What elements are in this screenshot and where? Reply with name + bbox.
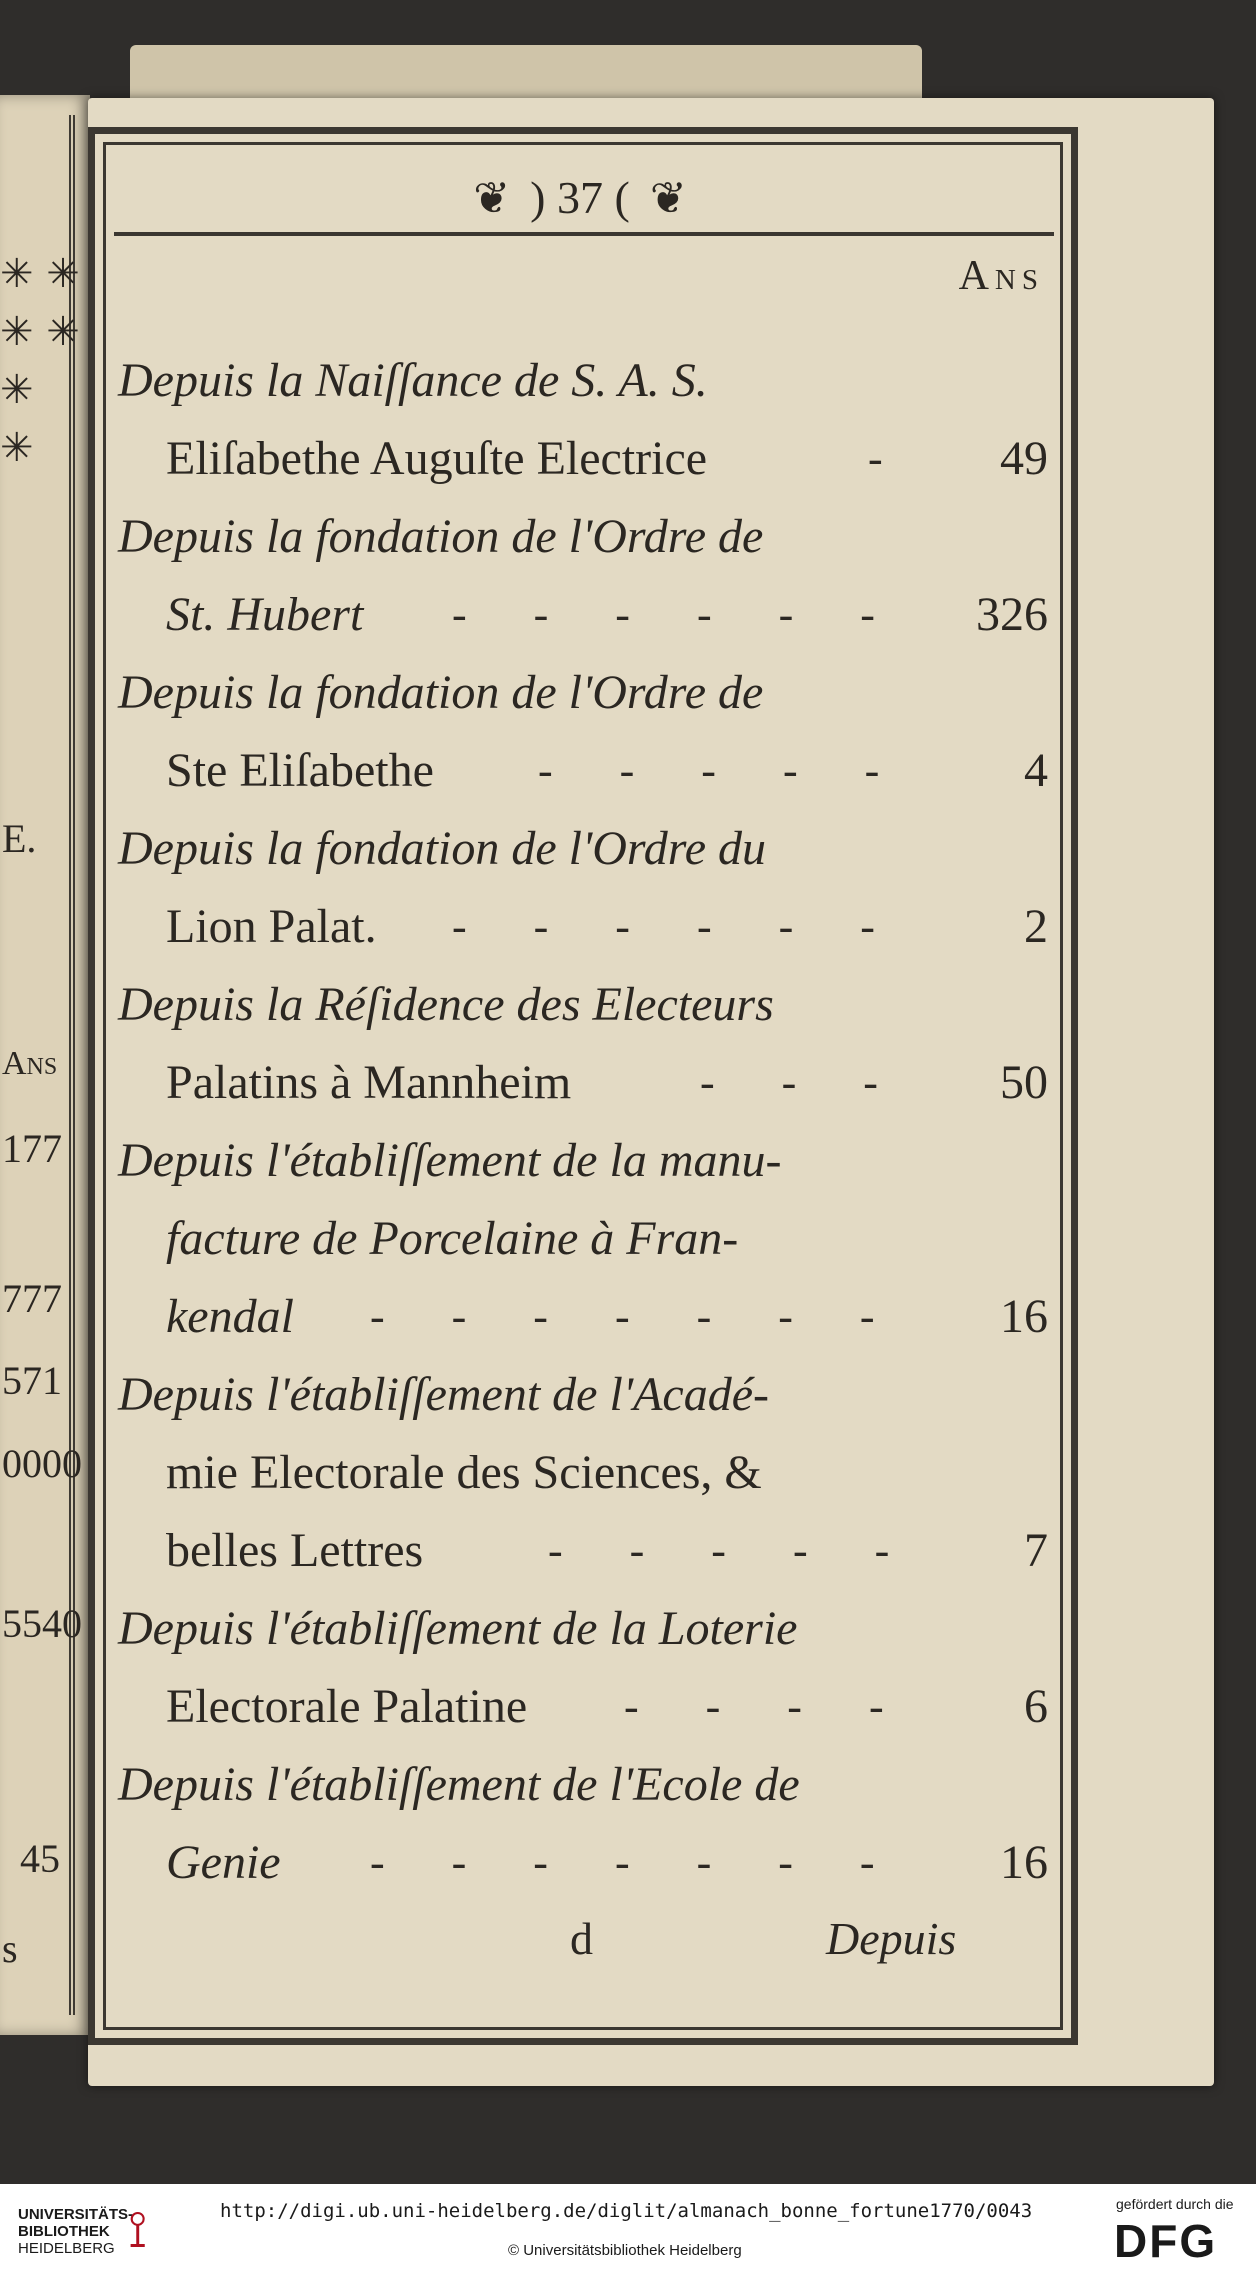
entry-years: 49 bbox=[1000, 432, 1048, 485]
page-header bbox=[360, 168, 800, 228]
entry-years: 4 bbox=[1024, 744, 1048, 797]
facing-fragment: 5540 bbox=[2, 1601, 82, 1646]
entry-heading: Depuis l'établiſſement de l'Ecole de bbox=[118, 1758, 800, 1811]
entry-years: 50 bbox=[1000, 1056, 1048, 1109]
leader-dashes: - - - - - bbox=[538, 746, 908, 795]
entry-line bbox=[0, 1824, 1256, 1902]
logo-line: BIBLIOTHEK bbox=[18, 2223, 110, 2240]
entry-heading: Depuis la Réſidence des Electeurs bbox=[118, 978, 774, 1031]
copyright-notice: © Universitätsbibliothek Heidelberg bbox=[508, 2242, 742, 2259]
permalink-url[interactable]: http://digi.ub.uni-heidelberg.de/diglit/almanach_bonne_fortune1770/0043 bbox=[220, 2200, 1033, 2222]
entry-heading: Depuis la fondation de l'Ordre de bbox=[118, 666, 764, 719]
facing-fragment: s bbox=[2, 1926, 18, 1971]
funding-note: gefördert durch die bbox=[1116, 2196, 1234, 2212]
header-rule bbox=[114, 232, 1054, 236]
library-emblem-icon: ⟟ bbox=[128, 2200, 148, 2260]
entry-subject: Eliſabethe Auguſte Electrice bbox=[166, 432, 708, 485]
entry-line bbox=[0, 420, 1256, 498]
entry-years: 326 bbox=[976, 588, 1048, 641]
entry-subject: Genie bbox=[166, 1836, 281, 1889]
facing-fragment: E. bbox=[2, 816, 37, 861]
entry-years: 16 bbox=[1000, 1836, 1048, 1889]
entry-subject: mie Electorale des Sciences, & bbox=[166, 1446, 762, 1499]
entry-subject: Electorale Palatine bbox=[166, 1680, 528, 1733]
flower-ornament-icon: ❦ bbox=[473, 174, 511, 223]
entry-heading: Depuis la fondation de l'Ordre du bbox=[118, 822, 766, 875]
entry-line bbox=[0, 1434, 1256, 1512]
entry-line bbox=[0, 1590, 1256, 1668]
flower-ornament-icon: ❦ bbox=[649, 174, 687, 223]
logo-line: HEIDELBERG bbox=[18, 2240, 115, 2257]
page-number: ) 37 ( bbox=[530, 172, 630, 223]
entry-line bbox=[0, 576, 1256, 654]
leader-dashes: - - - - bbox=[624, 1682, 912, 1731]
entry-heading: Depuis la Naiſſance de S. A. S. bbox=[118, 354, 708, 407]
logo-line: UNIVERSITÄTS- bbox=[18, 2206, 134, 2223]
leader-dashes: - - - bbox=[700, 1058, 906, 1107]
entry-heading: Depuis l'établiſſement de la manu- bbox=[118, 1134, 782, 1187]
entry-years: 7 bbox=[1024, 1524, 1048, 1577]
facing-fragment: Ans bbox=[2, 1045, 58, 1082]
entry-subject-continued: kendal bbox=[166, 1290, 294, 1343]
leader-dashes: - bbox=[868, 434, 911, 483]
facing-page-ornament: ✳ ✳ ✳ ✳ ✳ ✳ bbox=[0, 251, 80, 471]
entry-years: 2 bbox=[1024, 900, 1048, 953]
signature-mark: d bbox=[570, 1913, 593, 1964]
entry-line bbox=[0, 1122, 1256, 1200]
facing-fragment: 177 bbox=[2, 1126, 62, 1171]
entry-line bbox=[0, 888, 1256, 966]
entry-subject: Lion Palat. bbox=[166, 900, 377, 953]
entry-subject-continued: belles Lettres bbox=[166, 1524, 424, 1577]
entry-years: 16 bbox=[1000, 1290, 1048, 1343]
entry-line bbox=[0, 1512, 1256, 1590]
entry-line bbox=[0, 1356, 1256, 1434]
entry-line bbox=[0, 1200, 1256, 1278]
dfg-logo[interactable]: DFG bbox=[1114, 2215, 1218, 2267]
entry-heading: Depuis l'établiſſement de l'Acadé- bbox=[118, 1368, 769, 1421]
entry-heading: Depuis l'établiſſement de la Loterie bbox=[118, 1602, 798, 1655]
entry-line bbox=[0, 1668, 1256, 1746]
years-column-label: Ans bbox=[958, 253, 1044, 299]
entry-subject: facture de Porcelaine à Fran- bbox=[166, 1212, 739, 1265]
entry-line bbox=[0, 732, 1256, 810]
leader-dashes: - - - - - - bbox=[452, 902, 903, 951]
page-edges bbox=[130, 45, 922, 103]
facing-fragment: 45 bbox=[20, 1836, 60, 1881]
entry-line bbox=[0, 1278, 1256, 1356]
entry-line bbox=[0, 498, 1256, 576]
leader-dashes: - - - - - - - bbox=[370, 1292, 903, 1341]
entry-subject: Palatins à Mannheim bbox=[166, 1056, 572, 1109]
entry-subject: Ste Eliſabethe bbox=[166, 744, 434, 797]
entry-line bbox=[0, 1746, 1256, 1824]
leader-dashes: - - - - - - bbox=[452, 590, 903, 639]
library-logo[interactable] bbox=[18, 2206, 133, 2257]
entry-line bbox=[0, 966, 1256, 1044]
leader-dashes: - - - - - - - bbox=[370, 1838, 903, 1887]
facing-fragment: 0000 bbox=[2, 1441, 82, 1486]
entry-heading: Depuis la fondation de l'Ordre de bbox=[118, 510, 764, 563]
leader-dashes: - - - - - bbox=[548, 1526, 918, 1575]
catchword: Depuis bbox=[826, 1913, 957, 1964]
facing-fragment: 777 bbox=[2, 1276, 62, 1321]
entry-line bbox=[0, 654, 1256, 732]
entry-subject: St. Hubert bbox=[166, 588, 364, 641]
entry-years: 6 bbox=[1024, 1680, 1048, 1733]
entry-line bbox=[0, 1044, 1256, 1122]
facing-fragment: 571 bbox=[2, 1358, 62, 1403]
entry-line bbox=[0, 810, 1256, 888]
entry-line bbox=[0, 342, 1256, 420]
footer-bar bbox=[0, 2184, 1256, 2278]
